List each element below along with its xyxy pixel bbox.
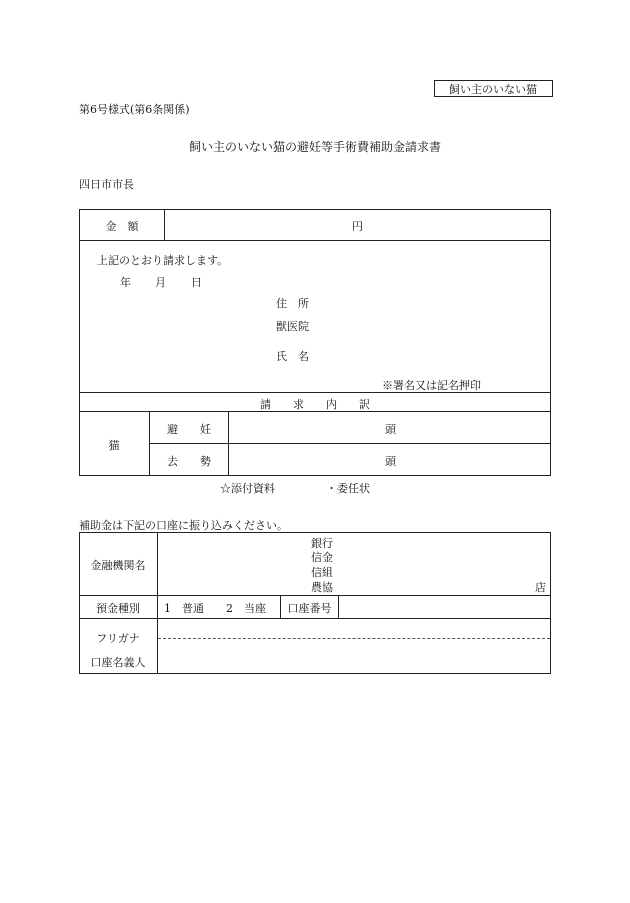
- address-label: 住 所: [276, 297, 309, 310]
- date-year: 年: [120, 276, 131, 289]
- furigana-label: フリガナ: [96, 632, 140, 645]
- attachments-item: ・委任状: [326, 482, 370, 495]
- breakdown-row-neuter-label: 去 勢: [167, 455, 211, 468]
- animal-label: 猫: [108, 439, 120, 452]
- deposit-options: 1 普通 2 当座: [164, 602, 266, 615]
- institution-type-shinkin: 信金: [311, 551, 333, 564]
- form-number: 第6号様式(第6条関係): [79, 103, 190, 116]
- breakdown-header: 請 求 内 訳: [260, 398, 370, 411]
- institution-type-bank: 銀行: [311, 537, 333, 550]
- institution-label: 金融機関名: [90, 559, 146, 572]
- signature-note: ※署名又は記名押印: [382, 379, 481, 392]
- bank-instruction: 補助金は下記の口座に振り込みください。: [79, 519, 288, 532]
- attachments-label: ☆添付資料: [220, 482, 275, 495]
- amount-unit: 円: [352, 220, 363, 233]
- breakdown-row-neuter-unit: 頭: [385, 455, 396, 468]
- deposit-type-label: 預金種別: [96, 602, 140, 615]
- request-statement: 上記のとおり請求します。: [97, 254, 229, 267]
- breakdown-row-spay-unit: 頭: [385, 423, 396, 436]
- account-holder-label: 口座名義人: [90, 656, 146, 669]
- institution-type-nokyo: 農協: [311, 581, 333, 594]
- date-day: 日: [191, 276, 202, 289]
- form-title: 飼い主のいない猫の避妊等手術費補助金請求書: [188, 140, 441, 154]
- branch-unit: 店: [535, 581, 546, 594]
- breakdown-row-spay-label: 避 妊: [167, 423, 211, 436]
- name-label: 氏 名: [276, 350, 309, 363]
- account-number-label: 口座番号: [287, 602, 332, 615]
- addressee: 四日市市長: [79, 178, 134, 191]
- amount-label: 金 額: [105, 220, 139, 233]
- institution-type-shinkumi: 信組: [311, 566, 333, 579]
- category-tag: 飼い主のいない猫: [449, 83, 537, 96]
- clinic-label: 獣医院: [276, 320, 309, 333]
- date-month: 月: [155, 276, 166, 289]
